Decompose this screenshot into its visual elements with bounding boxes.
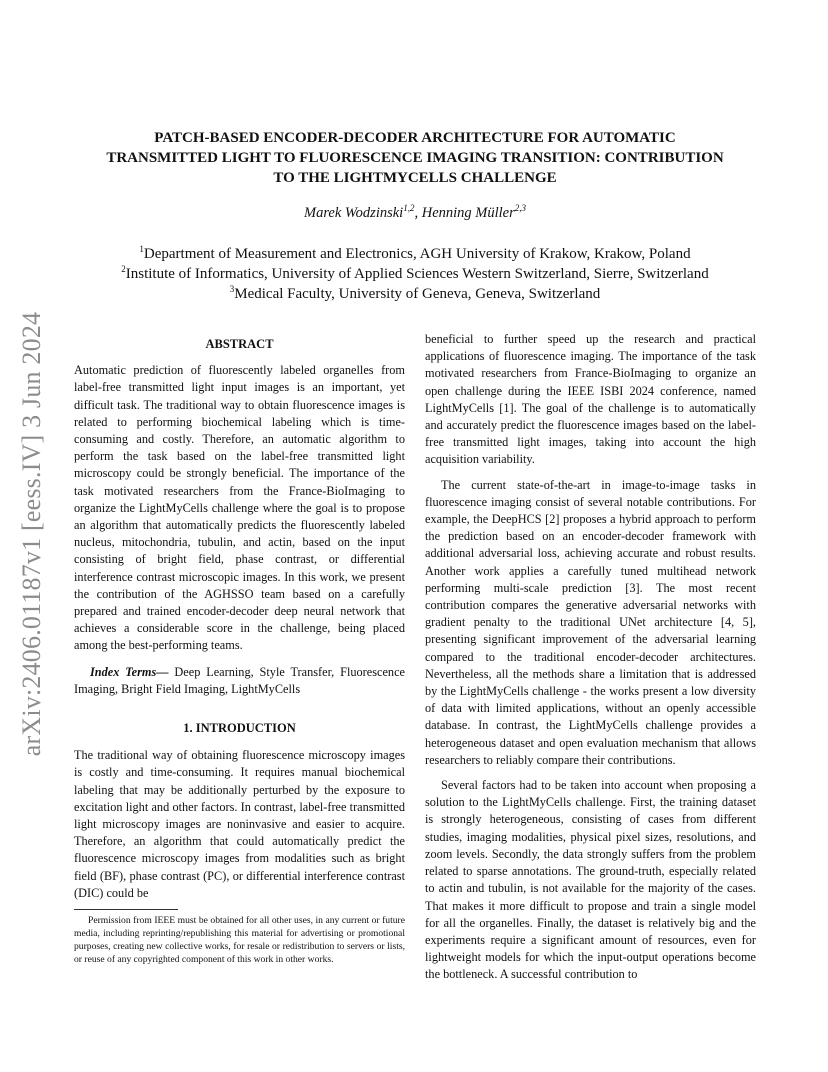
author-name: Marek Wodzinski — [304, 205, 404, 221]
affiliation-marker: 1 — [139, 244, 144, 254]
copyright-footnote: Permission from IEEE must be obtained for all other uses, in any current or future media, including reprinting/republishing this material for advertising or promotional purposes, creating new collective works, for resale or redistribution to servers or lists, or reuse of any copyrighted component of this work in other works. — [74, 915, 405, 965]
affiliation-line — [70, 244, 760, 264]
index-terms-label: Index Terms— — [90, 664, 169, 679]
affiliation-text: Medical Faculty, University of Geneva, Geneva, Switzerland — [234, 286, 601, 302]
affiliation-text: Department of Measurement and Electronics, AGH University of Krakow, Krakow, Poland — [143, 246, 691, 262]
affiliation-marker: 3 — [229, 284, 235, 294]
abstract-body: Automatic prediction of fluorescently labeled organelles from label-free transmitted light input images is an important, yet difficult task. The traditional way to obtain fluorescence images is related to performing biochemical labeling which is time-consuming and costly. Therefore, an automatic algorithm to perform the task based on the label-free transmitted light microscopy could be strongly beneficial. The importance of the task motivated researchers from the France-BioImaging to organize the LightMyCells challenge where the goal is to propose an algorithm that automatically predicts the fluorescently labeled nucleus, mitochondria, tubulin, and actin, based on the input consisting of bright field, phase contrast, or differential interference contrast microscopic images. In this work, we present the contribution of the AGHSSO team based on a carefully prepared and trained encoder-decoder deep neural network that achieves a considerable score in the challenge, being placed among the best-performing teams. — [74, 363, 405, 653]
title-line-2: TRANSMITTED LIGHT TO FLUORESCENCE IMAGING TRANSITION: CONTRIBUTION — [106, 150, 724, 166]
index-terms — [74, 664, 405, 698]
abstract-heading: ABSTRACT — [205, 337, 274, 351]
affiliation-text: Institute of Informatics, University of Applied Sciences Western Switzerland, Sierre, Switzerland — [125, 266, 709, 282]
arxiv-identifier-stamp — [8, 298, 56, 770]
left-column — [74, 336, 405, 902]
paper-title — [70, 128, 760, 188]
author-affiliation-marker: 1,2 — [403, 203, 415, 214]
introduction-paragraph-2: The current state-of-the-art in image-to-image tasks in fluorescence imaging consist of several notable contributions. For example, the DeepHCS [2] proposes a hybrid approach to perform the prediction based on an encoder-decoder framework with additional adversarial loss, achieving accurate and robust results. Another work applies a carefully tuned multihead network performing multi-scale prediction [3]. The most recent contribution compares the generative adversarial networks with gradient penalty to the traditional UNet architecture [4, 5], presenting significant improvement of the adversarial learning compared to the traditional encoder-decoder architectures. Nevertheless, all the methods share a limitation that is addressed by the LightMyCells challenge - the works present a low diversity of data with limited applications, without an openly accessible database. In contrast, the LightMyCells challenge provides a heterogeneous dataset and open evaluation mechanism that allows researchers to reliably compare their contributions. — [425, 477, 756, 767]
author-name: Henning Müller — [421, 205, 515, 221]
author-affiliation-marker: 2,3 — [514, 203, 526, 214]
author-list — [70, 205, 760, 222]
introduction-paragraph-1-continued: beneficial to further speed up the research and practical applications of fluorescence imaging. The importance of the task motivated researchers from France-BioImaging to organize an open challenge during the IEEE ISBI 2024 conference, named LightMyCells [1]. The goal of the challenge is to automatically and accurately predict the fluorescence images based on the label-free transmitted light images, taking into account the high acquisition variability. — [425, 332, 756, 467]
right-column — [425, 331, 756, 984]
affiliation-marker: 2 — [121, 264, 126, 274]
footnote-divider — [74, 909, 178, 910]
arxiv-identifier-text: arXiv:2406.01187v1 [eess.IV] 3 Jun 2024 — [17, 311, 46, 757]
affiliation-line — [70, 284, 760, 304]
title-line-1: PATCH-BASED ENCODER-DECODER ARCHITECTURE FOR AUTOMATIC — [154, 130, 676, 146]
affiliation-list — [70, 244, 760, 304]
author-separator: , — [414, 205, 422, 221]
title-line-3: TO THE LIGHTMYCELLS CHALLENGE — [273, 170, 557, 186]
index-terms-list: Deep Learning, Style Transfer, Fluorescence Imaging, Bright Field Imaging, LightMyCells — [74, 664, 405, 696]
affiliation-line — [70, 264, 760, 284]
introduction-paragraph-3: Several factors had to be taken into account when proposing a solution to the LightMyCells challenge. First, the training dataset is strongly heterogeneous, consisting of cases from different studies, imaging modalities, physical pixel sizes, resolutions, and zoom levels. Secondly, the data strongly suffers from the problem related to sparse annotations. The ground-truth, especially related to actin and tubulin, is not available for the majority of the cases. That makes it more difficult to propose and train a single model for all the organelles. Finally, the dataset is relatively big and the experiments require a significant amount of resources, even for lightweight models for which the input-output operations become the bottleneck. A successful contribution to — [425, 778, 756, 982]
introduction-paragraph-1: The traditional way of obtaining fluorescence microscopy images is costly and time-consuming. It requires manual biochemical labeling that may be additionally perturbed by the exposure to excitation light and other factors. In contrast, label-free transmitted light microscopy images are noninvasive and easier to acquire. Therefore, an algorithm that could automatically predict the fluorescence microscopy images from modalities such as bright field (BF), phase contrast (PC), or differential interference contrast (DIC) could be — [74, 748, 405, 900]
introduction-heading: 1. INTRODUCTION — [183, 721, 296, 736]
